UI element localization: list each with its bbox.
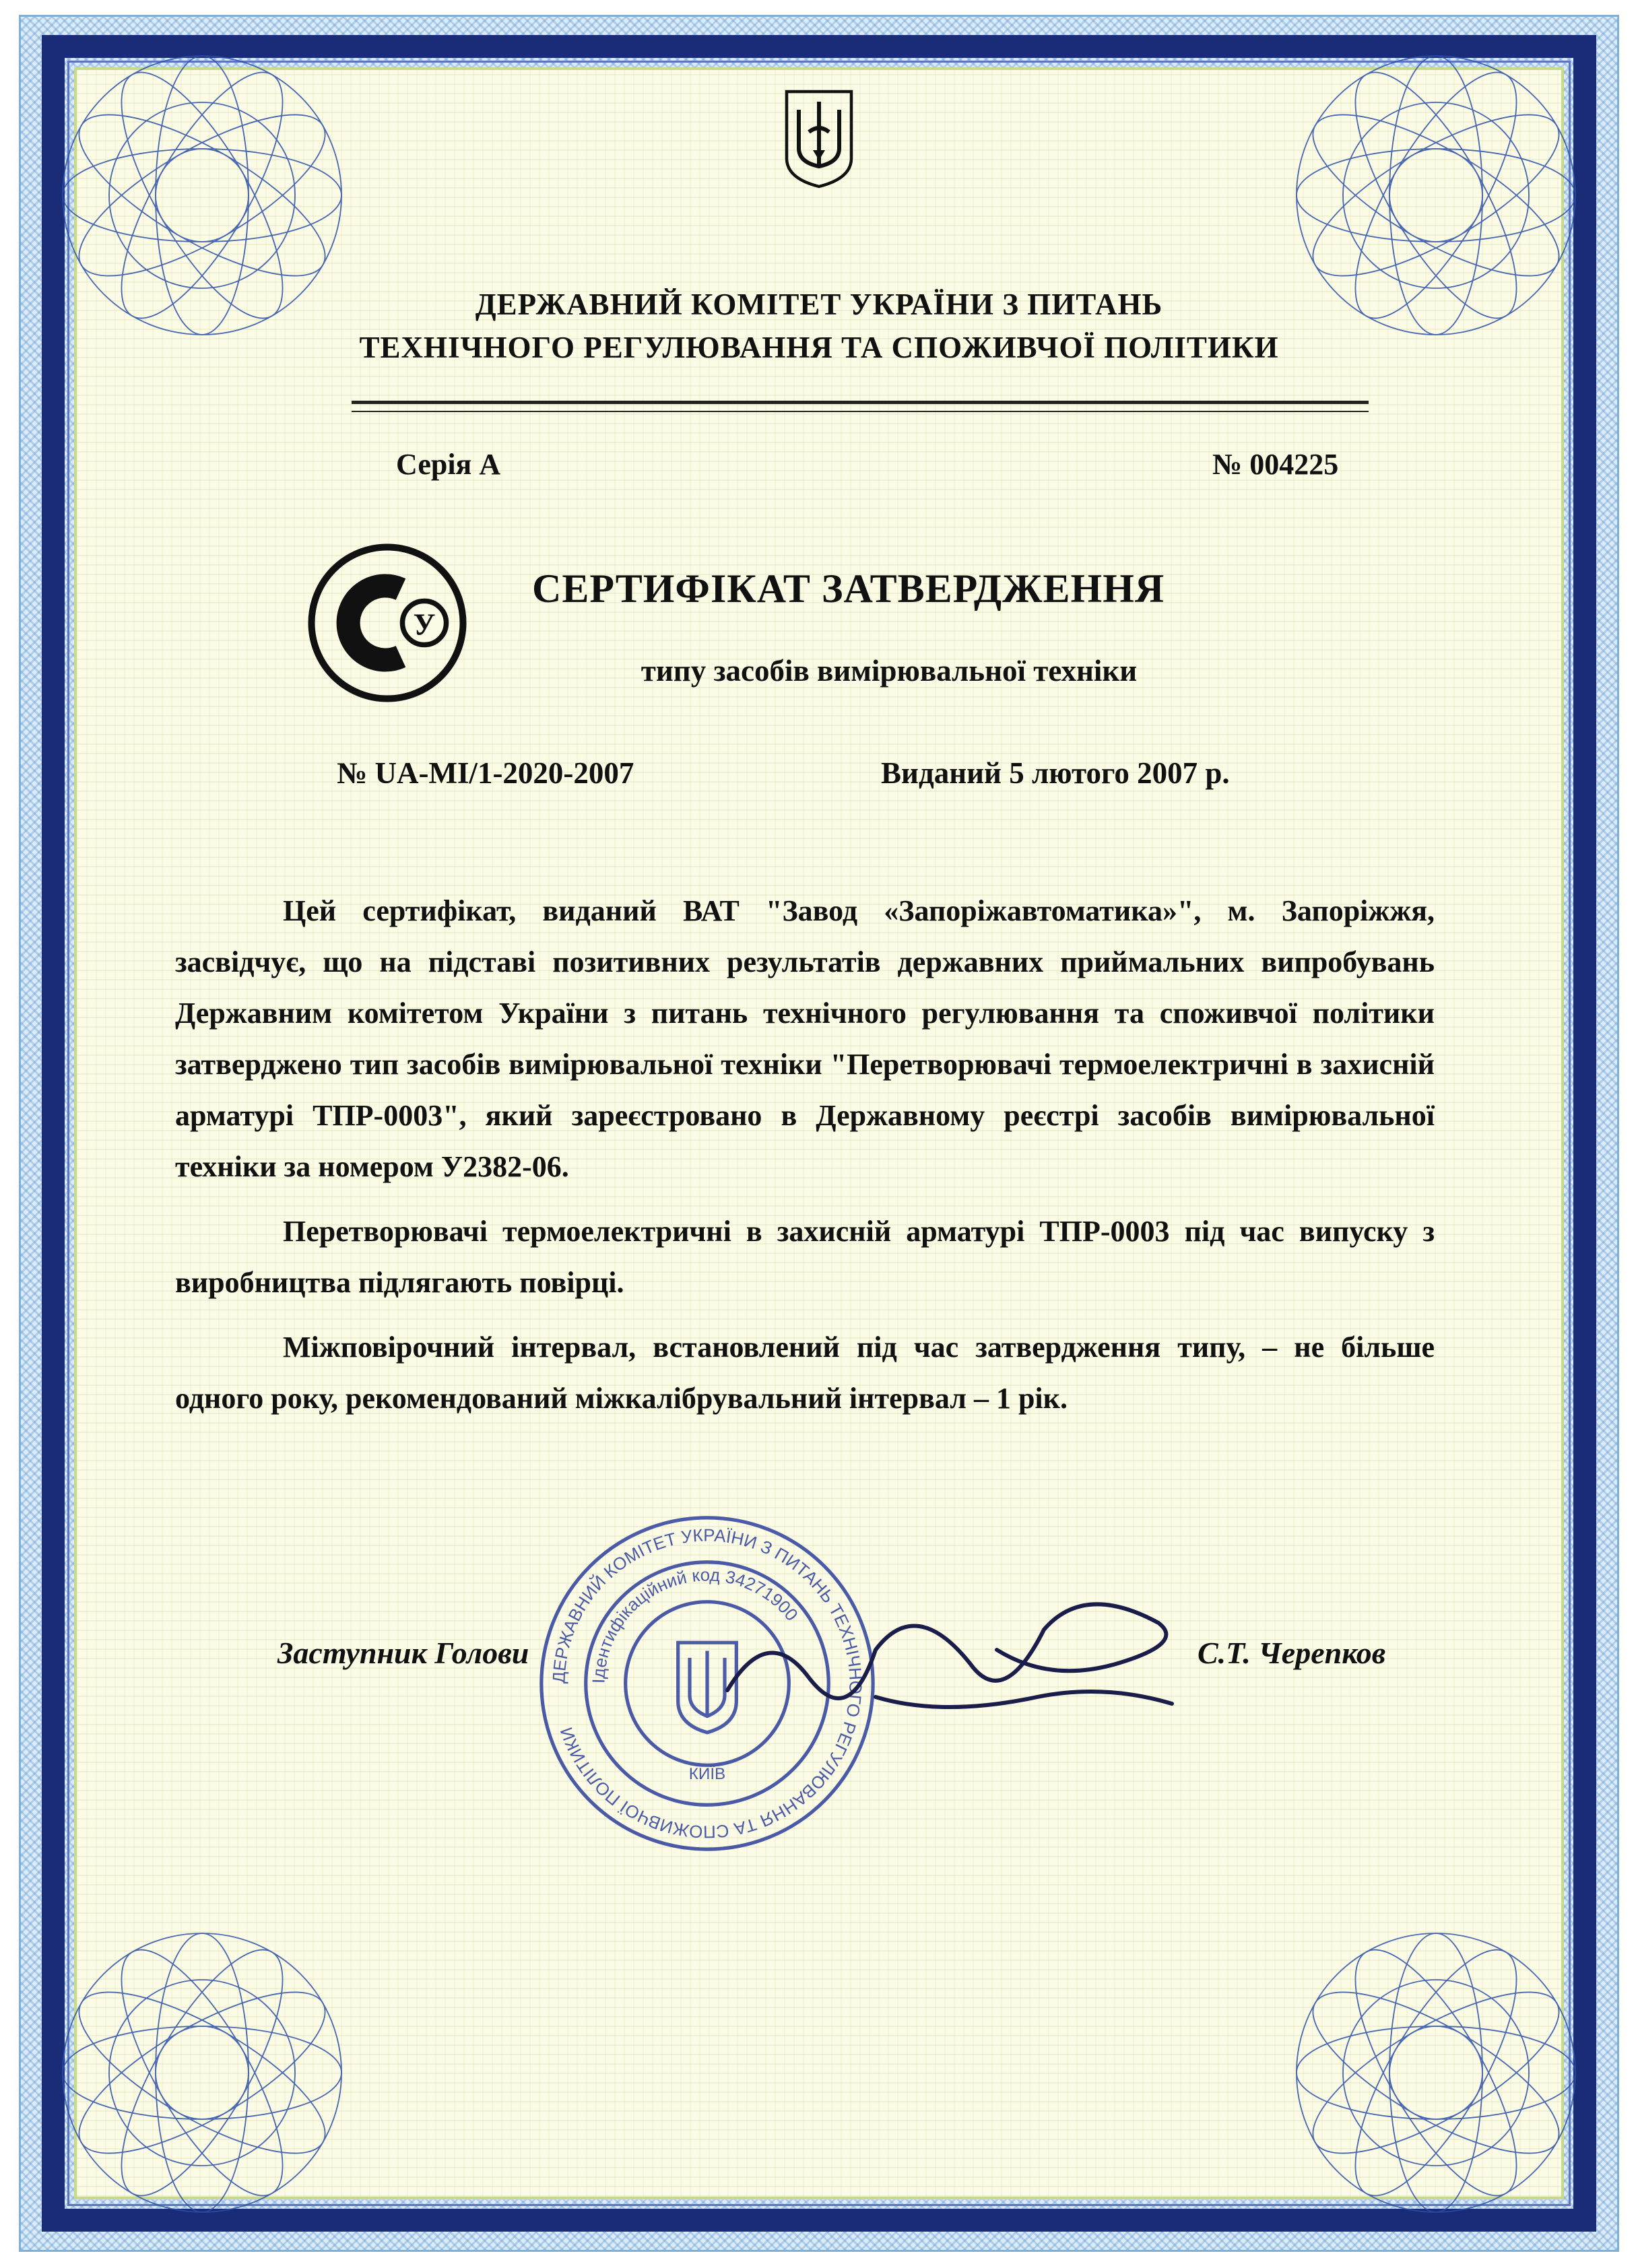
corner-rosette-icon: [47, 1918, 357, 2228]
corner-rosette-icon: [1281, 1918, 1591, 2228]
form-number: № 004225: [1212, 448, 1339, 481]
logo-letter: У: [413, 607, 436, 642]
coat-of-arms-icon: [783, 88, 855, 189]
body-paragraph: Міжповірочний інтервал, встановлений під час затвердження типу, – не більше одного року, рекомендований міжкалібрувальний інтервал – 1 рік.: [175, 1331, 1435, 1415]
stamp-inner-text: Ідентифікаційний код 34271900: [588, 1564, 803, 1684]
stamp-city: КИЇВ: [688, 1765, 726, 1784]
certificate-title: СЕРТИФІКАТ ЗАТВЕРДЖЕННЯ: [532, 566, 1165, 611]
handwritten-signature: [714, 1569, 1199, 1744]
header-divider: [352, 401, 1369, 412]
certificate-subtitle: типу засобів вимірювальної техніки: [641, 654, 1138, 688]
signatory-role: Заступник Голови: [277, 1636, 529, 1670]
registration-number: № UA-MI/1-2020-2007: [337, 756, 634, 790]
issuer-header-line-1: ДЕРЖАВНИЙ КОМІТЕТ УКРАЇНИ З ПИТАНЬ: [475, 288, 1163, 321]
stamp-outer-text: ДЕРЖАВНИЙ КОМІТЕТ УКРАЇНИ З ПИТАНЬ ТЕХНІЧНОГО РЕГУЛЮВАННЯ ТА СПОЖИВЧОЇ ПОЛІТИКИ: [548, 1525, 866, 1842]
issue-date: Виданий 5 лютого 2007 р.: [881, 756, 1230, 790]
certificate-body: [175, 886, 1435, 1438]
issuer-header-line-2: ТЕХНІЧНОГО РЕГУЛЮВАННЯ ТА СПОЖИВЧОЇ ПОЛІТИКИ: [359, 331, 1279, 364]
signatory-name: С.Т. Черепков: [1198, 1636, 1386, 1670]
body-paragraph: Цей сертифікат, виданий ВАТ "Завод «Запоріжавтоматика»", м. Запоріжжя, засвідчує, що на підставі позитивних результатів державних приймальних випробувань Державним комітетом України з питань технічного регулювання та споживчої політики затверджено тип засобів вимірювальної техніки "Перетворювачі термоелектричні в захисній арматурі ТПР-0003", який зареєстровано в Державному реєстрі засобів вимірювальної техніки за номером У2382-06.: [175, 894, 1435, 1183]
series-label: Серія А: [396, 448, 501, 481]
body-paragraph: Перетворювачі термоелектричні в захисній арматурі ТПР-0003 під час випуску з виробництва підлягають повірці.: [175, 1215, 1435, 1299]
certification-mark-logo: [303, 539, 471, 707]
